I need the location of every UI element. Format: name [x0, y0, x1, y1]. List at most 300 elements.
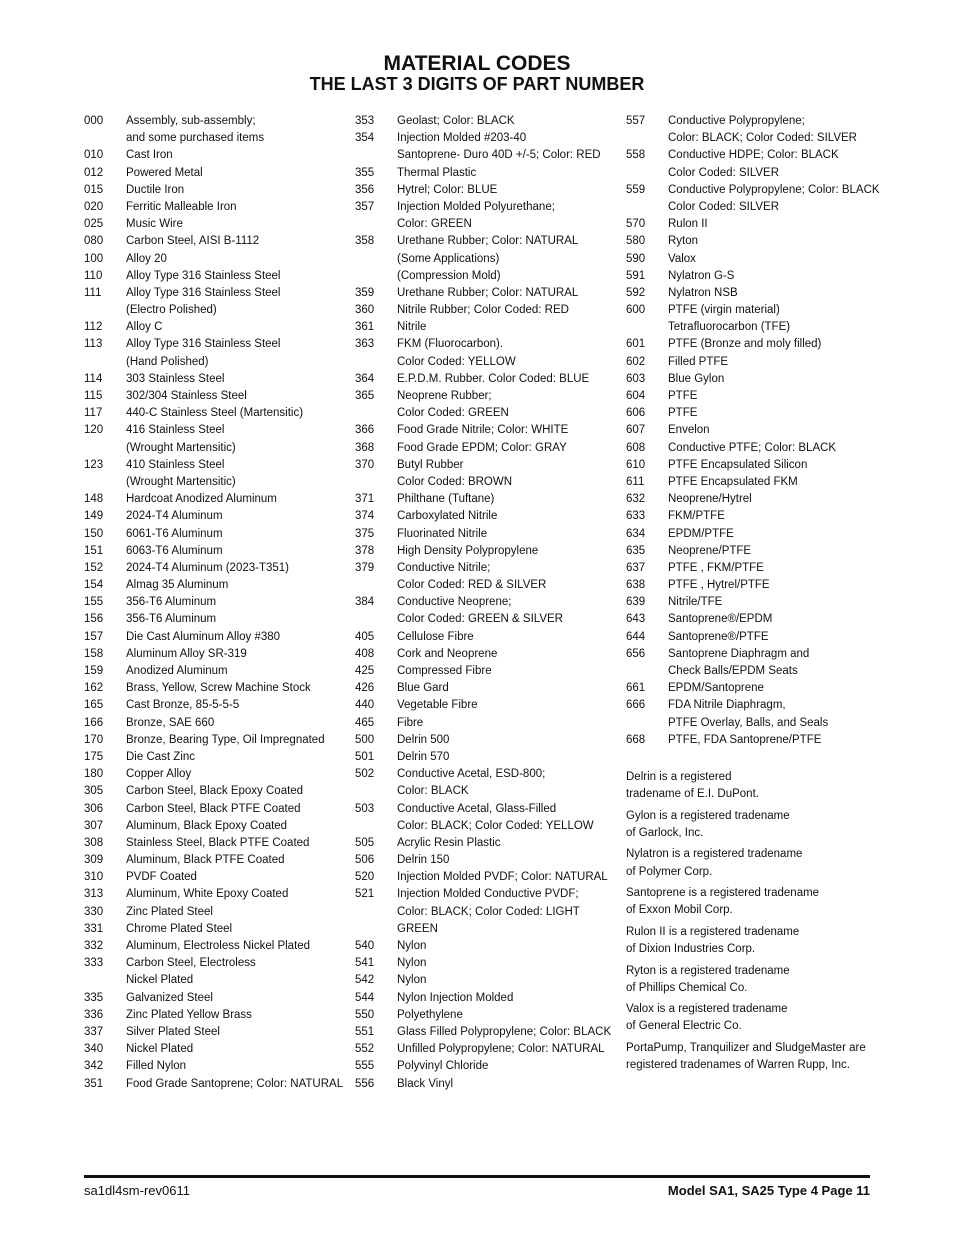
material-code: 336	[84, 1008, 104, 1021]
material-description: Color: BLACK; Color Coded: YELLOW	[397, 819, 594, 832]
material-code: 156	[84, 613, 104, 626]
material-code	[355, 577, 397, 594]
material-code: 371	[355, 493, 375, 506]
material-code: 332	[84, 940, 104, 952]
material-description: Copper Alloy	[126, 768, 192, 781]
material-code-row	[626, 336, 886, 353]
footer-divider	[84, 1175, 870, 1178]
material-code-row	[84, 921, 344, 938]
material-description: Carbon Steel, Black Epoxy Coated	[126, 785, 304, 798]
material-code-row	[84, 233, 344, 250]
material-code-row	[355, 680, 615, 697]
material-description: Nitrile	[397, 321, 427, 334]
material-code-row	[626, 165, 886, 182]
material-codes-column-2	[355, 113, 615, 1093]
material-code-row	[626, 508, 886, 525]
trademark-note	[626, 1001, 886, 1035]
material-code: 305	[84, 785, 104, 798]
trademark-note-line: of General Electric Co.	[626, 1020, 742, 1033]
material-code: 330	[84, 905, 104, 918]
material-codes-column-1	[84, 113, 344, 1093]
material-code: 541	[355, 957, 375, 970]
material-code-row	[355, 526, 615, 543]
material-code-row	[355, 371, 615, 388]
material-code: 592	[626, 286, 646, 299]
material-code-row	[355, 474, 615, 491]
material-description: (Wrought Martensitic)	[126, 475, 236, 488]
material-code: 610	[626, 458, 646, 471]
material-code-row	[626, 560, 886, 577]
material-code: 307	[84, 819, 104, 832]
material-code-row	[84, 526, 344, 543]
material-description: Black Vinyl	[397, 1077, 454, 1090]
material-code: 550	[355, 1008, 375, 1021]
material-description: 2024-T4 Aluminum (2023-T351)	[126, 561, 289, 574]
material-description: 356-T6 Aluminum	[126, 596, 217, 609]
material-code-row	[355, 955, 615, 972]
material-description: Color: BLACK	[397, 785, 469, 798]
material-description: Urethane Rubber; Color: NATURAL	[397, 235, 579, 248]
material-description: 303 Stainless Steel	[126, 372, 225, 385]
material-code-row	[355, 594, 615, 611]
material-code-row	[355, 818, 615, 835]
material-description: PTFE Overlay, Balls, and Seals	[668, 716, 829, 729]
material-code: 570	[626, 218, 646, 231]
material-code: 100	[84, 252, 104, 265]
material-description: 302/304 Stainless Steel	[126, 390, 247, 402]
material-code: 308	[84, 836, 104, 849]
material-description: Cork and Neoprene	[397, 647, 498, 660]
material-code	[355, 405, 397, 422]
material-description: PTFE	[668, 407, 698, 420]
material-description: PTFE, FDA Santoprene/PTFE	[668, 733, 822, 746]
material-code-row	[355, 715, 615, 732]
material-code-row	[84, 869, 344, 886]
material-code: 505	[355, 836, 375, 849]
material-code-row	[84, 285, 344, 302]
material-description: Thermal Plastic	[397, 166, 477, 179]
material-code-row	[355, 182, 615, 199]
material-code-row	[355, 560, 615, 577]
material-description: 6063-T6 Aluminum	[126, 544, 223, 557]
material-code: 331	[84, 922, 104, 935]
material-code: 112	[84, 321, 103, 334]
material-description: (Electro Polished)	[126, 304, 217, 317]
material-code-row	[355, 611, 615, 628]
material-description: Conductive Acetal, ESD-800;	[397, 768, 546, 781]
trademark-note-line: Delrin is a registered	[626, 771, 732, 783]
material-code: 556	[355, 1077, 375, 1090]
material-description: Nickel Plated	[126, 1043, 194, 1056]
material-code-row	[84, 715, 344, 732]
material-code: 010	[84, 149, 104, 162]
material-description: Carboxylated Nitrile	[397, 510, 498, 523]
material-code-row	[355, 405, 615, 422]
material-description: Nitrile Rubber; Color Coded: RED	[397, 304, 569, 317]
material-description: EPDM/PTFE	[668, 527, 734, 540]
material-code: 555	[355, 1060, 375, 1073]
material-code-row	[626, 543, 886, 560]
material-code-row	[355, 938, 615, 955]
material-code-row	[84, 577, 344, 594]
material-code	[84, 474, 126, 491]
material-description: Die Cast Zinc	[126, 750, 196, 763]
trademark-note	[626, 808, 886, 842]
material-code-row	[626, 113, 886, 130]
material-code: 408	[355, 647, 375, 660]
material-description: 356-T6 Aluminum	[126, 613, 217, 626]
material-code-row	[84, 216, 344, 233]
material-code: 521	[355, 888, 375, 901]
material-code	[626, 130, 668, 147]
material-description: 2024-T4 Aluminum	[126, 510, 223, 523]
material-description: Butyl Rubber	[397, 458, 464, 471]
material-code-row	[84, 251, 344, 268]
material-description: Philthane (Tuftane)	[397, 493, 495, 506]
material-code-row	[355, 1041, 615, 1058]
material-code-row	[84, 268, 344, 285]
material-code-row	[84, 405, 344, 422]
material-code-row	[355, 440, 615, 457]
material-codes-column-3	[626, 113, 886, 749]
material-description: Anodized Aluminum	[126, 665, 228, 677]
material-code: 123	[84, 458, 104, 471]
material-description: Nylon	[397, 957, 427, 970]
material-description: Hardcoat Anodized Aluminum	[126, 493, 277, 506]
material-description: Neoprene/PTFE	[668, 544, 752, 557]
material-description: FKM (Fluorocarbon).	[397, 338, 504, 351]
material-description: 6061-T6 Aluminum	[126, 527, 223, 540]
material-code-row	[355, 130, 615, 147]
material-description: Color Coded: YELLOW	[397, 355, 516, 368]
material-description: Conductive Neoprene;	[397, 596, 512, 609]
material-description: Almag 35 Aluminum	[126, 579, 229, 592]
material-description: Fibre	[397, 716, 424, 729]
material-description: Rulon II	[668, 218, 708, 231]
material-code-row	[84, 199, 344, 216]
material-code-row	[84, 1007, 344, 1024]
material-code: 149	[84, 510, 104, 523]
material-code: 335	[84, 991, 104, 1004]
material-description: Aluminum Alloy SR-319	[126, 647, 247, 660]
trademark-note-line: of Polymer Corp.	[626, 865, 713, 878]
material-description: FKM/PTFE	[668, 510, 725, 523]
material-code: 150	[84, 527, 104, 540]
trademark-note-line: of Phillips Chemical Co.	[626, 981, 748, 994]
material-code: 379	[355, 561, 375, 574]
material-code: 333	[84, 957, 104, 970]
material-code: 540	[355, 940, 375, 952]
material-description: Aluminum, White Epoxy Coated	[126, 888, 289, 901]
material-description: EPDM/Santoprene	[668, 682, 764, 695]
material-description: Alloy Type 316 Stainless Steel	[126, 269, 281, 282]
material-description: Injection Molded Polyurethane;	[397, 200, 555, 213]
material-code-row	[84, 594, 344, 611]
material-description: Color Coded: GREEN	[397, 407, 509, 420]
material-code-row	[355, 972, 615, 989]
material-code-row	[626, 302, 886, 319]
material-code-row	[84, 783, 344, 800]
material-code-row	[84, 422, 344, 439]
material-description: 410 Stainless Steel	[126, 458, 225, 471]
material-description: Ryton	[668, 235, 699, 248]
material-code-row	[355, 663, 615, 680]
material-description: Nickel Plated	[126, 974, 194, 987]
material-code-row	[626, 629, 886, 646]
material-description: Filled PTFE	[668, 355, 729, 368]
material-code: 020	[84, 200, 104, 213]
material-code-row	[626, 405, 886, 422]
material-code: 000	[84, 115, 104, 127]
material-code-row	[626, 697, 886, 714]
material-description: Check Balls/EPDM Seats	[668, 665, 798, 677]
material-code-row	[626, 216, 886, 233]
material-code	[84, 354, 126, 371]
material-code-row	[626, 440, 886, 457]
footer-doc-id: sa1dl4sm-rev0611	[84, 1183, 190, 1198]
material-code: 374	[355, 510, 375, 523]
material-code: 580	[626, 235, 646, 248]
material-description: Conductive HDPE; Color: BLACK	[668, 149, 839, 162]
material-code	[355, 783, 397, 800]
material-description: Alloy Type 316 Stainless Steel	[126, 286, 281, 299]
trademark-note	[626, 769, 886, 803]
material-code-row	[84, 990, 344, 1007]
material-description: Santoprene®/EPDM	[668, 613, 773, 626]
material-code: 114	[84, 372, 103, 385]
trademark-note-line: Ryton is a registered tradename	[626, 964, 790, 977]
material-code: 375	[355, 527, 375, 540]
material-description: Aluminum, Electroless Nickel Plated	[126, 940, 311, 952]
material-description: Conductive Nitrile;	[397, 561, 491, 574]
material-code: 120	[84, 424, 104, 437]
material-description: Zinc Plated Steel	[126, 905, 213, 918]
material-code-row	[355, 113, 615, 130]
material-description: Neoprene/Hytrel	[668, 493, 752, 506]
material-code-row	[84, 491, 344, 508]
material-code-row	[84, 508, 344, 525]
material-description: Blue Gard	[397, 682, 449, 695]
material-code-row	[626, 422, 886, 439]
material-description: Bronze, Bearing Type, Oil Impregnated	[126, 733, 325, 746]
material-code-row	[84, 1076, 344, 1093]
material-description: E.P.D.M. Rubber. Color Coded: BLUE	[397, 372, 590, 385]
material-code-row	[84, 543, 344, 560]
material-code: 313	[84, 888, 104, 901]
material-code: 015	[84, 183, 104, 196]
material-code-row	[626, 130, 886, 147]
material-code-row	[626, 715, 886, 732]
material-code-row	[626, 199, 886, 216]
material-code-row	[626, 388, 886, 405]
trademark-note-line: Nylatron is a registered tradename	[626, 848, 803, 861]
material-code-row	[84, 629, 344, 646]
material-description: 416 Stainless Steel	[126, 424, 225, 437]
material-description: Color: BLACK; Color Coded: SILVER	[668, 132, 857, 145]
material-description: PVDF Coated	[126, 871, 197, 884]
material-description: Geolast; Color: BLACK	[397, 115, 515, 127]
material-description: Polyethylene	[397, 1008, 463, 1021]
material-code: 340	[84, 1043, 104, 1056]
material-code-row	[355, 422, 615, 439]
material-code-row	[84, 732, 344, 749]
material-code	[355, 147, 397, 164]
material-description: Injection Molded Conductive PVDF;	[397, 888, 579, 901]
material-code-row	[84, 749, 344, 766]
material-description: Fluorinated Nitrile	[397, 527, 488, 540]
material-code: 158	[84, 647, 104, 660]
material-code-row	[84, 852, 344, 869]
material-code: 157	[84, 630, 104, 643]
material-description: Hytrel; Color: BLUE	[397, 183, 498, 196]
material-description: Glass Filled Polypropylene; Color: BLACK	[397, 1025, 612, 1038]
material-description: Cellulose Fibre	[397, 630, 474, 643]
material-description: (Compression Mold)	[397, 269, 501, 282]
material-code-row	[355, 285, 615, 302]
material-code-row	[355, 319, 615, 336]
material-code: 542	[355, 974, 375, 987]
material-description: Color: GREEN	[397, 218, 472, 231]
material-code: 643	[626, 613, 646, 626]
material-code: 634	[626, 527, 646, 540]
material-code-row	[355, 354, 615, 371]
material-code-row	[84, 904, 344, 921]
material-code	[626, 663, 668, 680]
material-code-row	[355, 990, 615, 1007]
material-code-row	[355, 904, 615, 921]
trademark-note-line: PortaPump, Tranquilizer and SludgeMaster are	[626, 1041, 866, 1054]
material-code: 363	[355, 338, 375, 351]
material-description: Ferritic Malleable Iron	[126, 200, 237, 213]
material-code-row	[355, 852, 615, 869]
material-description: Acrylic Resin Plastic	[397, 836, 501, 849]
material-code: 080	[84, 235, 104, 248]
material-code: 603	[626, 372, 646, 385]
material-code-row	[355, 869, 615, 886]
material-description: Santoprene®/PTFE	[668, 630, 769, 643]
material-code: 025	[84, 218, 104, 231]
material-code	[626, 165, 668, 182]
material-description: (Wrought Martensitic)	[126, 441, 236, 454]
material-code: 558	[626, 149, 646, 162]
material-description: Unfilled Polypropylene; Color: NATURAL	[397, 1043, 605, 1056]
material-code: 552	[355, 1043, 375, 1056]
material-code: 644	[626, 630, 646, 643]
material-code: 151	[84, 544, 104, 557]
material-code-row	[355, 886, 615, 903]
material-code-row	[626, 457, 886, 474]
material-description: Nylatron NSB	[668, 286, 738, 299]
trademark-note	[626, 846, 886, 880]
material-code	[355, 251, 397, 268]
material-description: Delrin 150	[397, 854, 450, 867]
material-code: 635	[626, 544, 646, 557]
material-code: 359	[355, 286, 375, 299]
material-code-row	[626, 663, 886, 680]
material-code: 354	[355, 132, 375, 145]
material-code: 366	[355, 424, 375, 437]
material-description: Aluminum, Black Epoxy Coated	[126, 819, 288, 832]
trademark-note	[626, 963, 886, 997]
material-code	[355, 354, 397, 371]
material-code: 166	[84, 716, 104, 729]
material-description: Nylon	[397, 974, 427, 987]
material-code: 601	[626, 338, 646, 351]
material-code-row	[355, 251, 615, 268]
material-description: Nylon Injection Molded	[397, 991, 514, 1004]
material-code: 602	[626, 355, 646, 368]
material-description: Valox	[668, 252, 696, 265]
material-description: PTFE	[668, 390, 698, 402]
material-code-row	[84, 697, 344, 714]
material-code	[355, 474, 397, 491]
material-code-row	[84, 388, 344, 405]
material-code: 465	[355, 716, 375, 729]
material-code: 159	[84, 665, 104, 677]
material-description: Aluminum, Black PTFE Coated	[126, 854, 285, 867]
material-description: Stainless Steel, Black PTFE Coated	[126, 836, 310, 849]
material-code: 012	[84, 166, 104, 179]
material-code-row	[355, 165, 615, 182]
material-code-row	[626, 371, 886, 388]
material-code: 501	[355, 750, 375, 763]
material-description: FDA Nitrile Diaphragm,	[668, 699, 786, 712]
material-description: Cast Bronze, 85-5-5-5	[126, 699, 240, 712]
material-description: PTFE , Hytrel/PTFE	[668, 579, 770, 592]
material-code-row	[84, 165, 344, 182]
material-description: Tetrafluorocarbon (TFE)	[668, 321, 791, 334]
material-code-row	[355, 749, 615, 766]
material-code: 639	[626, 596, 646, 609]
material-code-row	[84, 818, 344, 835]
material-code-row	[84, 560, 344, 577]
trademark-note-line: Santoprene is a registered tradename	[626, 887, 820, 900]
material-code-row	[355, 491, 615, 508]
trademark-notes	[626, 769, 886, 1079]
material-code: 148	[84, 493, 104, 506]
material-code-row	[84, 354, 344, 371]
trademark-note	[626, 1040, 886, 1074]
material-code	[84, 302, 126, 319]
material-code-row	[84, 766, 344, 783]
material-code-row	[355, 646, 615, 663]
material-code-row	[355, 1076, 615, 1093]
trademark-note-line: of Exxon Mobil Corp.	[626, 904, 733, 917]
material-description: Filled Nylon	[126, 1060, 187, 1073]
material-code: 165	[84, 699, 104, 712]
material-description: Bronze, SAE 660	[126, 716, 215, 729]
material-code: 608	[626, 441, 646, 454]
material-code-row	[626, 680, 886, 697]
material-code-row	[355, 801, 615, 818]
trademark-note-line: of Dixion Industries Corp.	[626, 943, 756, 956]
material-description: Conductive Polypropylene; Color: BLACK	[668, 183, 880, 196]
material-code: 591	[626, 269, 646, 282]
material-code-row	[355, 302, 615, 319]
material-code-row	[626, 182, 886, 199]
material-code-row	[355, 508, 615, 525]
material-code-row	[84, 646, 344, 663]
material-code: 500	[355, 733, 375, 746]
material-code-row	[355, 921, 615, 938]
material-code: 306	[84, 802, 104, 815]
material-code: 115	[84, 390, 103, 402]
material-code	[355, 268, 397, 285]
material-description: 440-C Stainless Steel (Martensitic)	[126, 407, 304, 420]
material-code: 520	[355, 871, 375, 884]
material-code-row	[626, 268, 886, 285]
material-description: Injection Molded PVDF; Color: NATURAL	[397, 871, 608, 884]
